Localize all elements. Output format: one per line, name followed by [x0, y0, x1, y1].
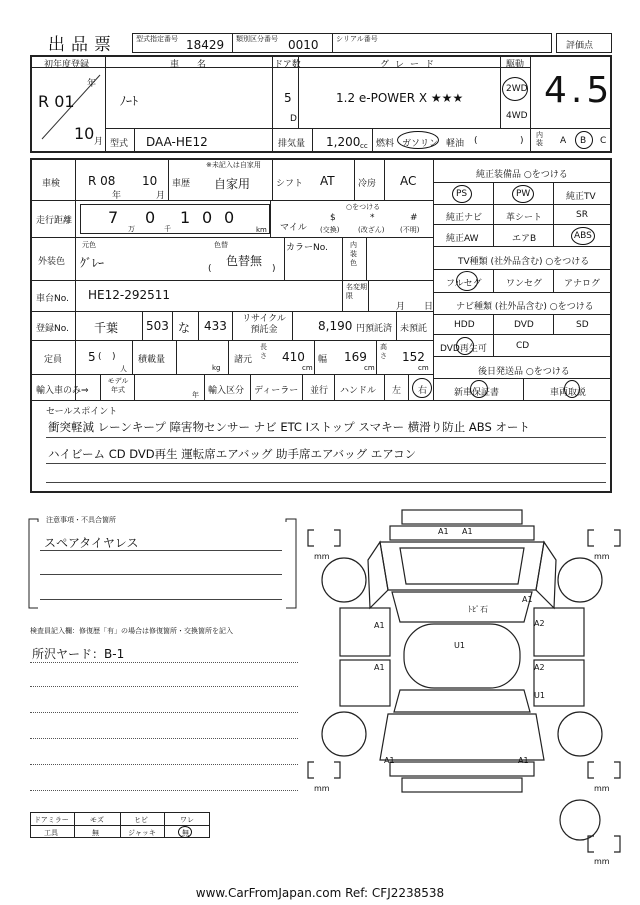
length-value: 410 [282, 350, 305, 364]
damage-mark-front-right: A1 [522, 595, 533, 604]
mm-front-left: mm [314, 552, 330, 561]
sheet-title: 出品票 [48, 35, 117, 55]
history-note: ※未記入は自家用 [206, 161, 261, 169]
first-reg-era: R 01 [38, 92, 75, 111]
navi-dvd-play-circle [456, 337, 474, 355]
tv-type-title: TV種類 (社外品含む) ○をつける [458, 257, 590, 267]
height-label: 高さ [380, 343, 387, 360]
diesel-paren-close: ) [520, 136, 524, 146]
length-cm: cm [302, 364, 313, 372]
displacement-value: 1,200 [326, 135, 361, 149]
capacity-paren-close: ) [112, 352, 116, 362]
tv-oneseg: ワンセグ [506, 279, 543, 289]
model-year-label: モデル年式 [107, 377, 129, 394]
class-number: 0010 [288, 38, 319, 52]
yard-text: 所沢ヤード：B-1 [32, 647, 125, 661]
damage-mark-windshield-chip: ﾄﾋﾟ石 [468, 605, 488, 614]
mm-front-right: mm [594, 552, 610, 561]
shift-label: シフト [276, 179, 304, 189]
capacity-label: 定員 [44, 355, 63, 365]
first-reg-label: 初年度登録 [44, 60, 90, 70]
inspector-label: 検査員記入欄：修復歴「有」の場合は修復箇所・交換箇所を記入 [30, 627, 233, 635]
reg-number: 433 [204, 319, 227, 333]
equip-airbag: エアB [512, 234, 537, 244]
width-label: 幅 [318, 355, 328, 365]
grade-text: 1.2 e-POWER X ★★★ [336, 91, 464, 105]
reg-kana: な [178, 321, 191, 335]
import-dealer: ディーラー [254, 386, 299, 396]
unknown-label: (不明) [400, 226, 420, 234]
class-label: 類別区分番号 [236, 35, 278, 43]
handle-left: 左 [392, 386, 402, 396]
exchanged-symbol: $ [330, 213, 336, 223]
interior-b-circle [575, 131, 593, 149]
repaint-paren-close: ) [272, 264, 276, 274]
shaken-label: 車検 [42, 179, 61, 189]
equip-sr: SR [576, 210, 588, 220]
history-value: 自家用 [214, 177, 251, 191]
capacity-value: 5 [88, 350, 96, 364]
mileage-digit-3: 1 [180, 208, 191, 227]
sales-points-line-2: ハイビーム CD DVD再生 運転席エアバッグ 助手席エアバッグ エアコン [48, 447, 417, 461]
reg-label: 登録No. [36, 324, 69, 334]
equip-genuine-navi: 純正ナビ [446, 213, 483, 223]
color-no-label: カラーNo. [286, 243, 328, 253]
height-value: 152 [402, 350, 425, 364]
drive-label: 駆動 [506, 60, 525, 70]
repaint-value: 色替無 [226, 254, 263, 268]
model-code: DAA-HE12 [146, 135, 208, 149]
equip-leather: 革シート [506, 213, 543, 223]
damage-mark-left-rear: A1 [384, 756, 395, 765]
interior-b: B [580, 136, 587, 146]
notes-bracket [28, 518, 298, 610]
footer-watermark: www.CarFromJapan.com Ref: CFJ2238538 [195, 886, 445, 900]
mileage-digit-2: 0 [145, 208, 156, 227]
docs-manual: 車両取説 [550, 388, 587, 398]
tools-label: 工具 [44, 829, 58, 837]
modified-symbol: * [370, 213, 375, 223]
load-label: 積載量 [138, 355, 166, 365]
navi-dvd-play: DVD再生可 [440, 344, 487, 354]
mileage-digit-5: 0 [224, 208, 235, 227]
mirror-value: モズ [90, 816, 104, 824]
expiry-month: 月 [396, 302, 406, 312]
damage-mark-right-rear-under: U1 [534, 691, 545, 700]
shaken-month: 10 [142, 174, 158, 188]
jack-label: ジャッキ [128, 829, 156, 837]
modified-label: (改ざん) [358, 226, 385, 234]
width-value: 169 [344, 350, 367, 364]
reg-area: 千葉 [94, 321, 119, 335]
docs-warranty: 新車保証書 [454, 388, 500, 398]
mileage-sen-unit: 千 [164, 225, 171, 233]
recycle-amount: 8,190 [318, 319, 353, 333]
car-damage-diagram [300, 500, 640, 870]
fuel-gasoline-circle [397, 131, 439, 149]
handle-right-circle [412, 378, 432, 398]
handle-right: 右 [418, 386, 428, 396]
mm-rear-right: mm [594, 784, 610, 793]
capacity-paren-open: ( [98, 352, 102, 362]
model-cert-number: 18429 [186, 38, 225, 52]
mileage-label: 走行距離 [36, 216, 73, 226]
damage-mark-right-rear-door: A2 [534, 663, 545, 672]
load-kg-unit: kg [212, 364, 221, 372]
repaint-label: 色替 [214, 241, 228, 249]
equip-pw-circle [512, 185, 534, 203]
navi-dvd: DVD [514, 320, 534, 330]
door-type: D [290, 114, 297, 124]
serial-label: シリアル番号 [336, 35, 378, 43]
damage-mark-left-rear-door: A1 [374, 663, 385, 672]
fuel-label: 燃料 [376, 139, 395, 149]
cc-unit: cc [360, 142, 368, 150]
navi-sd: SD [576, 320, 589, 330]
exchanged-label: (交換) [320, 226, 340, 234]
history-label: 車歴 [172, 179, 191, 189]
drive-4wd: 4WD [506, 111, 528, 121]
orig-color-value: ｸﾞﾚｰ [80, 256, 105, 270]
tv-analog: アナログ [564, 279, 601, 289]
damage-mark-roof: U1 [454, 641, 465, 650]
exterior-label: 外装色 [38, 257, 66, 267]
expiry-day: 日 [424, 302, 434, 312]
equip-genuine-tv: 純正TV [566, 192, 596, 202]
first-reg-year-unit: 年 [87, 79, 97, 89]
recycle-status: 円預託済 [356, 324, 393, 334]
mileage-man-unit: 万 [128, 225, 135, 233]
damage-mark-right-front-door: A2 [534, 619, 545, 628]
orig-color-label: 元色 [82, 241, 96, 249]
import-label: 輸入車のみ⇒ [36, 386, 89, 396]
repaint-paren-open: ( [208, 264, 212, 274]
height-cm: cm [418, 364, 429, 372]
crack-label: ヒビ [134, 816, 148, 824]
handle-label: ハンドル [340, 386, 377, 396]
equip-pw: PW [516, 189, 531, 199]
diesel-label: 軽油 [446, 139, 465, 149]
car-name-label: 車名 [170, 60, 225, 70]
mm-rear-left: mm [314, 784, 330, 793]
shaken-era: R 08 [88, 174, 116, 188]
equip-ps: PS [456, 189, 468, 199]
interior-label: 内装 [536, 131, 543, 147]
equip-ps-circle [452, 185, 472, 203]
ac-label: 冷房 [358, 179, 377, 189]
width-cm: cm [364, 364, 375, 372]
damage-mark-right-rear: A1 [518, 756, 529, 765]
doors-label: ドア数 [274, 60, 301, 70]
equip-abs: ABS [574, 231, 592, 241]
notes-text: スペアタイヤレス [44, 536, 139, 550]
unknown-symbol: # [410, 213, 418, 223]
recycle-label: リサイクル預託金 [242, 314, 286, 335]
damage-mark-front-bumper-2: A1 [462, 527, 473, 536]
model-label: 型式 [110, 139, 129, 149]
interior-a: A [560, 136, 567, 146]
sales-points-line-1: 衝突軽減 レーンキープ 障害物センサー ナビ ETC Iストップ スマキー 横滑り防止 ABS オート [48, 420, 530, 434]
evaluation-score: 4.5 [544, 70, 614, 111]
damage-mark-left-front-door: A1 [374, 621, 385, 630]
model-year-unit: 年 [192, 391, 199, 399]
docs-warranty-circle [470, 380, 488, 398]
mileage-digit-4: 0 [202, 208, 213, 227]
person-unit: 人 [120, 365, 127, 373]
dims-label: 諸元 [234, 355, 253, 365]
reg-class: 503 [146, 319, 169, 333]
chassis-label: 車台No. [36, 294, 69, 304]
jack-value: 無 [182, 829, 189, 837]
recycle-unpaid: 未預託 [400, 324, 428, 334]
shift-value: AT [320, 174, 335, 188]
first-reg-month: 10 [74, 124, 95, 143]
shaken-year-unit: 年 [112, 191, 122, 201]
sales-points-label: セールスポイント [46, 407, 118, 417]
navi-hdd: HDD [454, 320, 475, 330]
fuel-gasoline: ガソリン [402, 139, 439, 149]
damage-mark-front-bumper-1: A1 [438, 527, 449, 536]
equip-abs-circle [571, 227, 595, 245]
mm-spare: mm [594, 857, 610, 866]
import-parallel: 並行 [310, 386, 329, 396]
diesel-paren-open: ( [474, 136, 478, 146]
expiry-label: 名変期限 [346, 283, 367, 300]
tv-fullseg-circle [456, 271, 478, 291]
length-label: 長さ [260, 343, 267, 360]
tv-fullseg: フルセグ [446, 279, 482, 289]
navi-cd: CD [516, 341, 530, 351]
navi-type-title: ナビ種類 (社外品含む) ○をつける [456, 302, 594, 312]
km-unit: km [256, 226, 267, 234]
chassis-number: HE12-292511 [88, 288, 171, 302]
mileage-digit-1: 7 [108, 208, 119, 227]
displacement-label: 排気量 [278, 139, 306, 149]
genuine-equipment-title: 純正装備品 ○をつける [476, 170, 568, 180]
car-name: ﾉｰﾄ [120, 94, 139, 108]
notes-label: 注意事項・不具合箇所 [46, 516, 116, 524]
interior-c: C [600, 136, 607, 146]
docs-manual-circle [564, 380, 580, 398]
grade-label: グレード [380, 60, 441, 70]
first-reg-month-unit: 月 [94, 137, 104, 147]
tools-value: 無 [92, 829, 99, 837]
drive-2wd: 2WD [506, 84, 528, 94]
mileage-circle-note: ○をつける [346, 203, 381, 211]
door-count: 5 [284, 91, 292, 105]
shaken-month-unit: 月 [156, 191, 166, 201]
import-class-label: 輸入区分 [208, 386, 245, 396]
mile-label: マイル [280, 223, 307, 233]
break-label: ワレ [180, 816, 194, 824]
grade-header-label: 評価点 [566, 41, 594, 51]
ac-value: AC [400, 174, 417, 188]
model-cert-label: 型式指定番号 [136, 35, 178, 43]
drive-2wd-circle [502, 77, 528, 101]
interior-color-label: 内装色 [350, 241, 357, 267]
jack-value-circle [178, 826, 192, 838]
docs-title: 後日発送品 ○をつける [478, 367, 570, 377]
mirror-label: ドアミラー [34, 816, 69, 824]
equip-genuine-aw: 純正AW [446, 234, 479, 244]
